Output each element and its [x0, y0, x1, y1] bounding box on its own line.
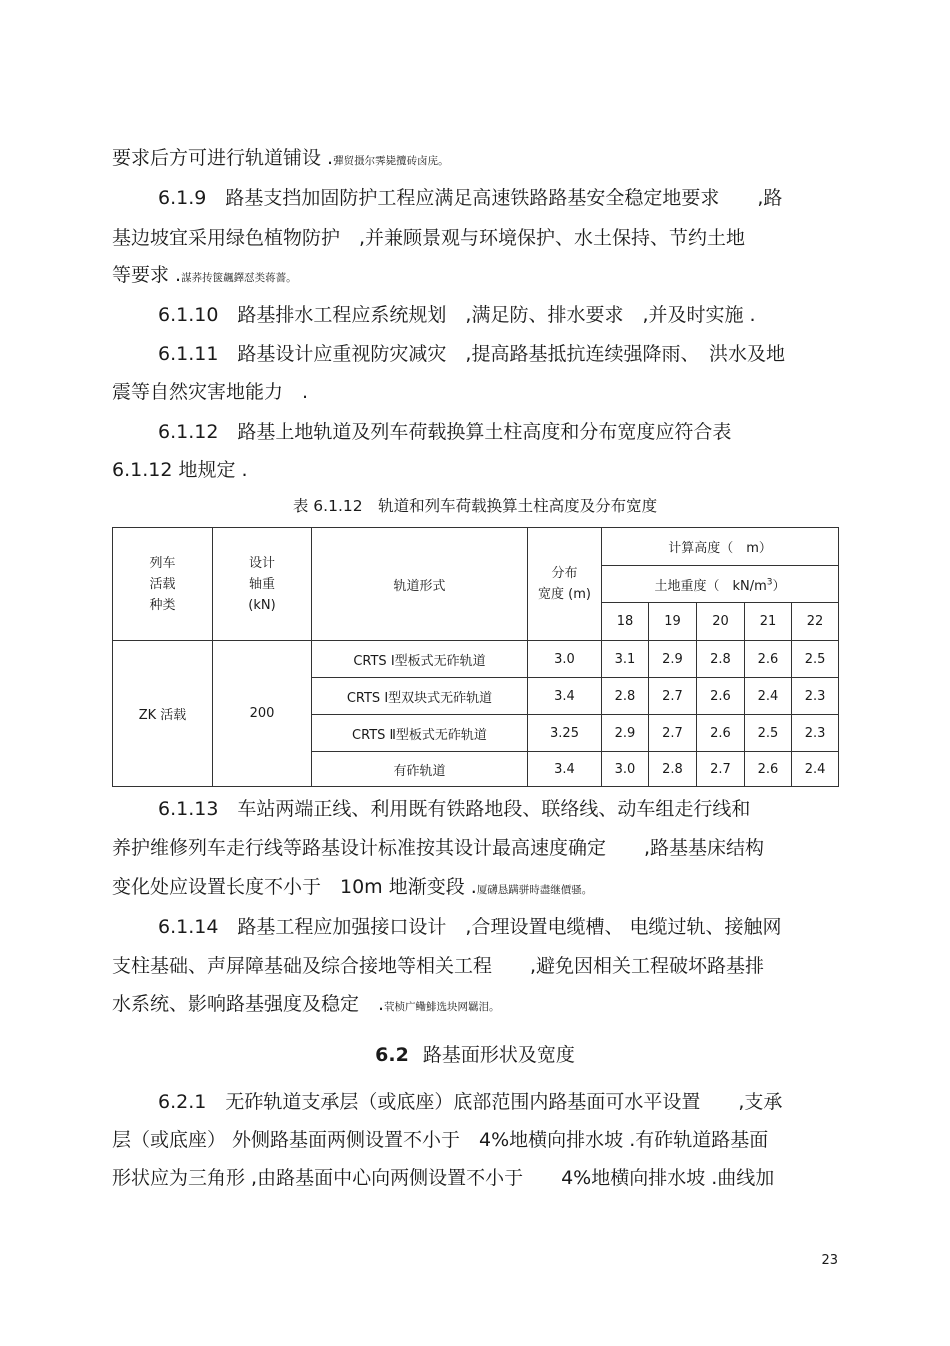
height-cell: 3.0 — [602, 752, 649, 787]
train-load-cell: ZK 活载 — [113, 641, 213, 787]
garbled-note: 彈贸摄尔霁毙攬砖卤庑。 — [333, 155, 449, 167]
clause-6-1-12: 6.1.12 路基上地轨道及列车荷载换算土柱高度和分布宽度应符合表 — [158, 421, 732, 443]
section-heading — [0, 1040, 950, 1067]
header-text: 宽度 (m) — [538, 587, 591, 602]
text-line: 6.1.12 地规定 . — [112, 459, 248, 481]
superscript: 3 — [766, 577, 773, 588]
text-line: 层（或底座） 外侧路基面两侧设置不小于 4%地横向排水坡 .有砟轨道路基面 — [112, 1129, 769, 1151]
height-cell: 2.7 — [697, 752, 745, 787]
header-soil-weight — [602, 566, 839, 603]
clause-6-2-1: 6.2.1 无砟轨道支承层（或底座）底部范围内路基面可水平设置 ,支承 — [158, 1091, 783, 1113]
track-cell: CRTS Ⅰ型双块式无砟轨道 — [312, 678, 528, 715]
garbled-note: 謀荞抟箧飆鐸怼类蒋薔。 — [181, 272, 297, 284]
axle-load-cell: 200 — [213, 641, 312, 787]
text-line — [112, 263, 297, 290]
page-number: 23 — [821, 1253, 838, 1268]
track-cell: CRTS Ⅱ型板式无砟轨道 — [312, 715, 528, 752]
width-cell: 3.4 — [528, 752, 602, 787]
clause-6-1-9: 6.1.9 路基支挡加固防护工程应满足高速铁路路基安全稳定地要求 ,路 — [158, 187, 783, 209]
height-cell: 2.3 — [792, 715, 839, 752]
height-cell: 2.8 — [697, 641, 745, 678]
height-cell: 2.5 — [745, 715, 792, 752]
clause-6-1-10: 6.1.10 路基排水工程应系统规划 ,满足防、排水要求 ,并及时实施 . — [158, 304, 756, 326]
header-text: 分布 — [551, 566, 578, 581]
height-cell: 2.4 — [745, 678, 792, 715]
track-cell: CRTS Ⅰ型板式无砟轨道 — [312, 641, 528, 678]
header-text: 土地重度（ kN/m — [654, 578, 767, 594]
header-track-type: 轨道形式 — [312, 528, 528, 641]
header-width — [528, 528, 602, 641]
section-number: 6.2 — [375, 1044, 409, 1066]
weight-header: 21 — [745, 603, 792, 641]
height-cell: 2.6 — [745, 641, 792, 678]
text: 要求后方可进行轨道铺设 . — [112, 147, 334, 169]
header-train-load — [113, 528, 213, 641]
height-cell: 2.9 — [649, 641, 697, 678]
height-cell: 2.7 — [649, 678, 697, 715]
width-cell: 3.4 — [528, 678, 602, 715]
text-line — [112, 146, 449, 173]
header-text: 活载 — [149, 576, 176, 592]
weight-header: 19 — [649, 603, 697, 641]
track-cell: 有砟轨道 — [312, 752, 528, 787]
header-axle-load — [213, 528, 312, 641]
weight-header: 18 — [602, 603, 649, 641]
table-row — [113, 641, 839, 678]
width-cell: 3.0 — [528, 641, 602, 678]
text: 水系统、影响路基强度及稳定 . — [112, 993, 385, 1015]
height-cell: 2.3 — [792, 678, 839, 715]
text-line: 养护维修列车走行线等路基设计标准按其设计最高速度确定 ,路基基床结构 — [112, 837, 765, 859]
text-line — [112, 875, 592, 902]
header-text: 轴重 — [248, 576, 275, 592]
text: 等要求 . — [112, 264, 182, 286]
header-text: ） — [772, 578, 786, 594]
height-cell: 2.6 — [745, 752, 792, 787]
height-cell: 2.5 — [792, 641, 839, 678]
height-cell: 2.7 — [649, 715, 697, 752]
text-line: 基边坡宜采用绿色植物防护 ,并兼顾景观与环境保护、水土保持、节约土地 — [112, 227, 746, 249]
header-text: (kN) — [248, 597, 276, 613]
clause-6-1-13: 6.1.13 车站两端正线、利用既有铁路地段、联络线、动车组走行线和 — [158, 798, 751, 820]
clause-6-1-14: 6.1.14 路基工程应加强接口设计 ,合理设置电缆槽、 电缆过轨、接触网 — [158, 916, 782, 938]
height-cell: 2.6 — [697, 678, 745, 715]
height-cell: 2.9 — [602, 715, 649, 752]
table-caption: 表 6.1.12 轨道和列车荷载换算土柱高度及分布宽度 — [292, 497, 658, 515]
text-line — [112, 992, 500, 1019]
header-text: 种类 — [149, 597, 176, 613]
text-line: 形状应为三角形 ,由路基面中心向两侧设置不小于 4%地横向排水坡 .曲线加 — [112, 1167, 775, 1189]
header-text: 设计 — [248, 555, 275, 571]
text: 变化处应设置长度不小于 10m 地渐变段 . — [112, 876, 477, 898]
garbled-note: 茕桢广鳓鯡选块网羈泪。 — [384, 1001, 500, 1013]
height-cell: 2.8 — [602, 678, 649, 715]
clause-6-1-11: 6.1.11 路基设计应重视防灾减灾 ,提高路基抵抗连续强降雨、 洪水及地 — [158, 343, 785, 365]
weight-header: 20 — [697, 603, 745, 641]
section-title: 路基面形状及宽度 — [422, 1044, 575, 1066]
weight-header: 22 — [792, 603, 839, 641]
text-line: 支柱基础、声屏障基础及综合接地等相关工程 ,避免因相关工程破坏路基排 — [112, 955, 765, 977]
height-cell: 3.1 — [602, 641, 649, 678]
text-line: 震等自然灾害地能力 . — [112, 381, 309, 403]
garbled-note: 厦礴恳蹒骈時盡继價骚。 — [476, 884, 593, 896]
height-cell: 2.8 — [649, 752, 697, 787]
header-text: 列车 — [149, 555, 176, 571]
load-table — [112, 527, 839, 787]
height-cell: 2.6 — [697, 715, 745, 752]
width-cell: 3.25 — [528, 715, 602, 752]
header-calc-height: 计算高度（ m） — [602, 528, 839, 566]
height-cell: 2.4 — [792, 752, 839, 787]
